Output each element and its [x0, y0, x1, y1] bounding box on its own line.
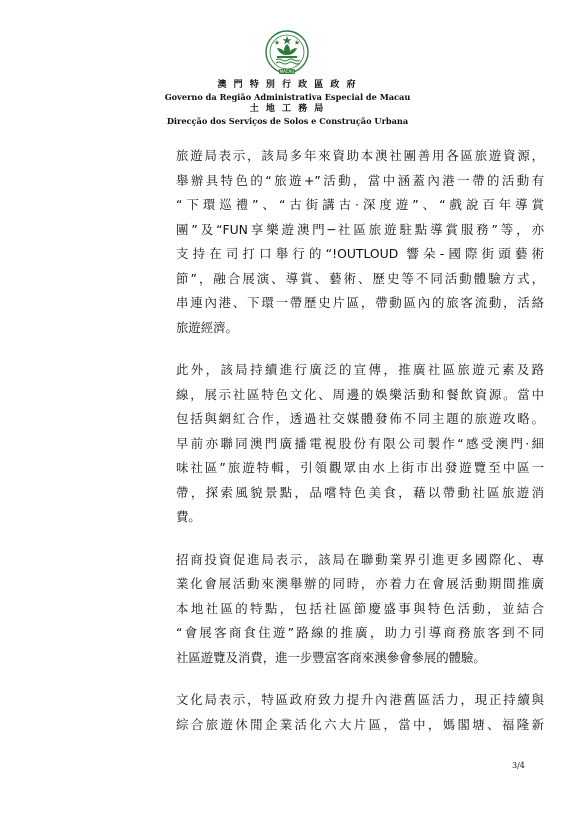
text-line: 節”，融合展演、導賞、藝術、歷史等不同活動體驗方式，: [176, 270, 544, 286]
text-line: 團”及“FUN享樂遊澳門─社區旅遊駐點導賞服務”等，亦: [176, 221, 544, 237]
header-line-government-pt: Governo da Região Administrativa Especial de Macau: [164, 92, 411, 102]
paragraph-tourism-office: [176, 144, 544, 340]
text-line: “下環巡禮”、“古街講古·深度遊”、“戲說百年導賞: [176, 197, 544, 212]
text-line: 社區遊覽及消費，進一步豐富客商來澳參會參展的體驗。: [176, 649, 486, 665]
text-line: 綜合旅遊休閒企業活化六大片區，當中，媽閣塘、福隆新: [176, 716, 544, 732]
text-line: 業化會展活動來澳舉辦的同時，亦着力在會展活動期間推廣: [176, 576, 544, 591]
text-line: 此外，該局持續進行廣泛的宣傳，推廣社區旅遊元素及路: [176, 362, 544, 377]
text-line: 帶，探索風貌景點，品嚐特色美食，藉以帶動社區旅遊消: [176, 484, 544, 500]
text-line: 舉辦具特色的“旅遊+”活動，當中涵蓋內港一帶的活動有: [176, 172, 544, 188]
text-line: “會展客商食住遊”路線的推廣，助力引導商務旅客到不同: [176, 625, 544, 640]
text-line: 線，展示社區特色文化、周邊的娛樂活動和餐飲資源。當中: [176, 386, 544, 402]
header-line-department-zh: 土 地 工 務 局: [249, 104, 326, 114]
text-line: 旅遊局表示，該局多年來資助本澳社團善用各區旅遊資源，: [176, 148, 544, 163]
text-line: 包括與網紅合作，透過社交媒體發佈不同主題的旅遊攻略。: [176, 411, 544, 426]
text-line: 串連內港、下環一帶歷史片區，帶動區內的旅客流動，活絡: [176, 295, 544, 310]
text-line: 味社區”旅遊特輯，引領觀眾由水上街市出發遊覽至中區一: [176, 460, 544, 475]
text-line: 招商投資促進局表示，該局在聯動業界引進更多國際化、專: [176, 551, 544, 567]
header-line-government-zh: 澳 門 特 別 行 政 區 政 府: [217, 80, 358, 90]
text-line: 支持在司打口舉行的“!OUTLOUD 響朵-國際街頭藝術: [176, 246, 544, 261]
emblem-text: MACAU: [279, 69, 295, 74]
text-line: 本地社區的特點，包括社區節慶盛事與特色活動，並結合: [176, 600, 544, 616]
text-line: 文化局表示，特區政府致力提升內港舊區活力，現正持續與: [176, 692, 544, 707]
page-number: 3/4: [512, 761, 525, 770]
text-line: 旅遊經濟。: [176, 319, 238, 335]
macau-emblem-icon: [262, 30, 312, 78]
document-body: [176, 144, 544, 755]
paragraph-promotion: [176, 358, 544, 530]
header-line-department-pt: Direcção dos Serviços de Solos e Construção Urbana: [166, 116, 409, 126]
text-line: 費。: [176, 509, 201, 524]
paragraph-cultural-bureau: [176, 688, 544, 737]
paragraph-investment-bureau: [176, 548, 544, 671]
text-line: 早前亦聯同澳門廣播電視股份有限公司製作“感受澳門·細: [176, 435, 544, 451]
letterhead: [100, 79, 475, 127]
